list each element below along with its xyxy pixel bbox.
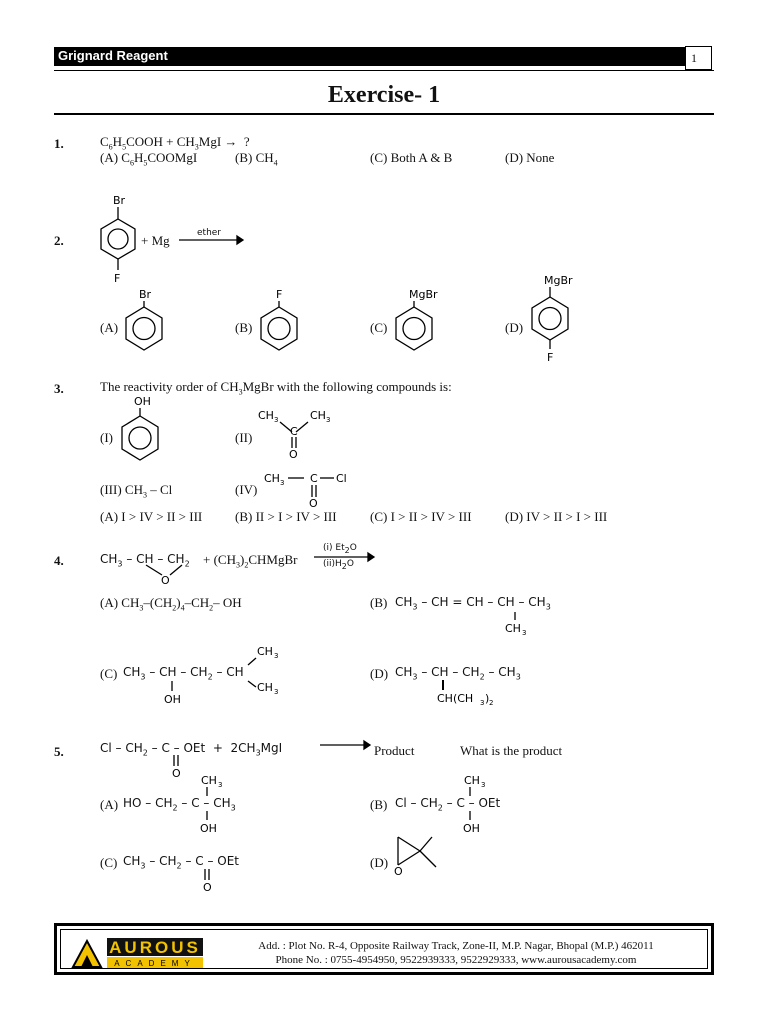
svg-text:CH: CH bbox=[464, 774, 480, 787]
header-topic: Grignard Reagent bbox=[58, 48, 168, 63]
svg-text:CH(CH: CH(CH bbox=[437, 692, 474, 705]
q2-option-a: (A) bbox=[100, 320, 119, 335]
q5-option-a: (A) bbox=[100, 797, 119, 812]
svg-text:AUROUS: AUROUS bbox=[109, 938, 201, 957]
footer-phone: Phone No. : 0755-4954950, 9522939333, 9522929333, www.aurousacademy.com bbox=[275, 954, 637, 966]
page-title: Exercise- 1 bbox=[327, 82, 441, 108]
q2-option-b-structure bbox=[253, 287, 313, 357]
q2-option-d-structure bbox=[522, 272, 582, 367]
svg-text:O: O bbox=[394, 865, 403, 878]
svg-text:Br: Br bbox=[113, 194, 126, 207]
q1-option-b: (B) $CH_4$ bbox=[235, 150, 278, 168]
svg-text:O: O bbox=[172, 767, 181, 780]
q4-condition-1: (i) $Et_2O$ bbox=[323, 543, 357, 555]
svg-text:F: F bbox=[547, 351, 554, 364]
q4-reagent: + $(CH_3)_2CHMgBr$ bbox=[203, 552, 298, 570]
q5-option-b: (B) bbox=[370, 797, 388, 812]
svg-text:3: 3 bbox=[326, 416, 331, 424]
svg-text:C: C bbox=[310, 472, 318, 485]
q3-option-c: (C) I > II > IV > III bbox=[370, 509, 472, 524]
svg-text:ACADEMY: ACADEMY bbox=[114, 959, 196, 968]
q5-b-branches bbox=[458, 772, 498, 840]
q1-option-c: (C) Both A & B bbox=[370, 150, 453, 165]
svg-text:CH: CH bbox=[310, 409, 326, 422]
question-2-number: 2. bbox=[54, 233, 64, 248]
phenol-structure bbox=[112, 394, 172, 469]
q3-option-b: (B) II > I > IV > III bbox=[235, 509, 337, 524]
q3-label-i: (I) bbox=[100, 430, 113, 445]
divider bbox=[54, 113, 714, 115]
svg-text:OH: OH bbox=[463, 822, 480, 835]
q4-epoxide: $CH_3$ – CH – $CH_2$ bbox=[100, 552, 190, 569]
q5-option-c-formula: $CH_3 - CH_2$ – C – OEt bbox=[123, 854, 239, 871]
q4-condition-2: $(ii)H_2O$ bbox=[323, 559, 354, 571]
reaction-arrow bbox=[320, 741, 372, 751]
svg-text:OH: OH bbox=[134, 395, 151, 408]
q5-option-a-formula: HO – $CH_2$ – C – $CH_3$ bbox=[123, 796, 236, 813]
q4-option-c-formula: $CH_3$ – CH – $CH_2$ – CH bbox=[123, 665, 244, 682]
reaction-arrow bbox=[179, 235, 244, 245]
svg-text:CH: CH bbox=[264, 472, 280, 485]
svg-text:3: 3 bbox=[480, 699, 485, 707]
question-1-number: 1. bbox=[54, 136, 64, 151]
svg-text:O: O bbox=[289, 448, 298, 461]
svg-text:CH: CH bbox=[258, 409, 274, 422]
q2-option-b: (B) bbox=[235, 320, 253, 335]
question-4-number: 4. bbox=[54, 553, 64, 568]
q1-option-a: (A) $C_6H_5COOMgI$ bbox=[100, 150, 198, 168]
q5-option-c: (C) bbox=[100, 855, 118, 870]
q2-option-c: (C) bbox=[370, 320, 388, 335]
svg-text:MgBr: MgBr bbox=[409, 288, 438, 301]
svg-text:3: 3 bbox=[481, 781, 486, 789]
svg-text:O: O bbox=[203, 881, 212, 894]
svg-text:3: 3 bbox=[218, 781, 223, 789]
svg-text:F: F bbox=[276, 288, 283, 301]
question-3-number: 3. bbox=[54, 381, 64, 396]
q4-d-branch bbox=[435, 680, 515, 710]
acetyl-chloride-structure bbox=[264, 466, 364, 511]
q5-carbonyl bbox=[168, 754, 188, 780]
aurous-academy-logo bbox=[69, 936, 207, 970]
q4-b-branch bbox=[502, 612, 542, 637]
page-number: 1 bbox=[685, 46, 712, 70]
footer-contact bbox=[211, 939, 701, 967]
svg-text:CH: CH bbox=[505, 622, 521, 635]
reaction-arrow bbox=[314, 553, 376, 563]
svg-text:3: 3 bbox=[274, 688, 279, 696]
divider bbox=[54, 70, 714, 71]
svg-text:MgBr: MgBr bbox=[544, 274, 573, 287]
q5-reactant: Cl – $CH_2$ – C – OEt + $2CH_3MgI$ bbox=[100, 741, 283, 758]
q2-option-a-structure bbox=[118, 287, 178, 357]
svg-text:CH: CH bbox=[257, 645, 273, 658]
q5-option-b-formula: Cl – $CH_2$ – C – OEt bbox=[395, 796, 501, 813]
q5-option-d: (D) bbox=[370, 855, 389, 870]
svg-text:): ) bbox=[485, 692, 490, 705]
svg-text:CH: CH bbox=[257, 681, 273, 694]
q5-a-branches bbox=[195, 772, 235, 840]
svg-text:OH: OH bbox=[200, 822, 217, 835]
acetone-structure bbox=[256, 405, 351, 460]
q5-c-carbonyl bbox=[198, 867, 218, 893]
q1-equation: $C_6H_5COOH + CH_3MgI$ → ? bbox=[100, 134, 250, 152]
q3-label-ii: (II) bbox=[235, 430, 253, 445]
q3-label-iii: (III) $CH_3$ – Cl bbox=[100, 482, 173, 500]
svg-text:3: 3 bbox=[274, 416, 279, 424]
footer-address: Add. : Plot No. R-4, Opposite Railway Track, Zone-II, M.P. Nagar, Bhopal (M.P.) 462011 bbox=[258, 940, 654, 952]
q2-option-d: (D) bbox=[505, 320, 524, 335]
q4-option-d-formula: $CH_3$ – CH – $CH_2 - CH_3$ bbox=[395, 665, 521, 682]
svg-text:3: 3 bbox=[522, 629, 527, 637]
svg-text:2: 2 bbox=[489, 699, 494, 707]
q4-option-b-formula: $CH_3$ – CH = CH – CH – $CH_3$ bbox=[395, 595, 551, 612]
q5-product: Product bbox=[374, 743, 415, 758]
footer bbox=[54, 923, 714, 975]
q3-option-d: (D) IV > II > I > III bbox=[505, 509, 608, 524]
svg-text:3: 3 bbox=[280, 479, 285, 487]
q2-condition: ether bbox=[197, 228, 222, 238]
svg-text:Br: Br bbox=[139, 288, 152, 301]
svg-text:O: O bbox=[309, 497, 318, 510]
svg-text:Cl: Cl bbox=[336, 472, 347, 485]
svg-text:F: F bbox=[114, 272, 121, 285]
q2-option-c-structure bbox=[388, 287, 448, 357]
question-5-number: 5. bbox=[54, 744, 64, 759]
svg-text:3: 3 bbox=[274, 652, 279, 660]
q4-option-d: (D) bbox=[370, 666, 389, 681]
svg-text:CH: CH bbox=[201, 774, 217, 787]
q5-question: What is the product bbox=[460, 743, 563, 758]
svg-text:C: C bbox=[290, 425, 298, 438]
q5-d-epoxide-structure bbox=[390, 833, 440, 878]
q4-option-b: (B) bbox=[370, 595, 388, 610]
header-bar bbox=[54, 47, 685, 66]
q2-reagent: + Mg bbox=[141, 233, 170, 248]
svg-text:OH: OH bbox=[164, 693, 181, 706]
q3-label-iv: (IV) bbox=[235, 482, 258, 497]
epoxide-bridge bbox=[142, 563, 192, 585]
q1-option-d: (D) None bbox=[505, 150, 555, 165]
q3-option-a: (A) I > IV > II > III bbox=[100, 509, 203, 524]
svg-text:O: O bbox=[161, 574, 170, 587]
q3-stem: The reactivity order of $CH_3MgBr$ with the following compounds is: bbox=[100, 379, 452, 397]
footer-frame bbox=[60, 929, 708, 969]
q4-option-c: (C) bbox=[100, 666, 118, 681]
q4-c-branches bbox=[160, 643, 280, 708]
q4-option-a: (A) $CH_3-(CH_2)_4-CH_2-$ OH bbox=[100, 595, 242, 613]
